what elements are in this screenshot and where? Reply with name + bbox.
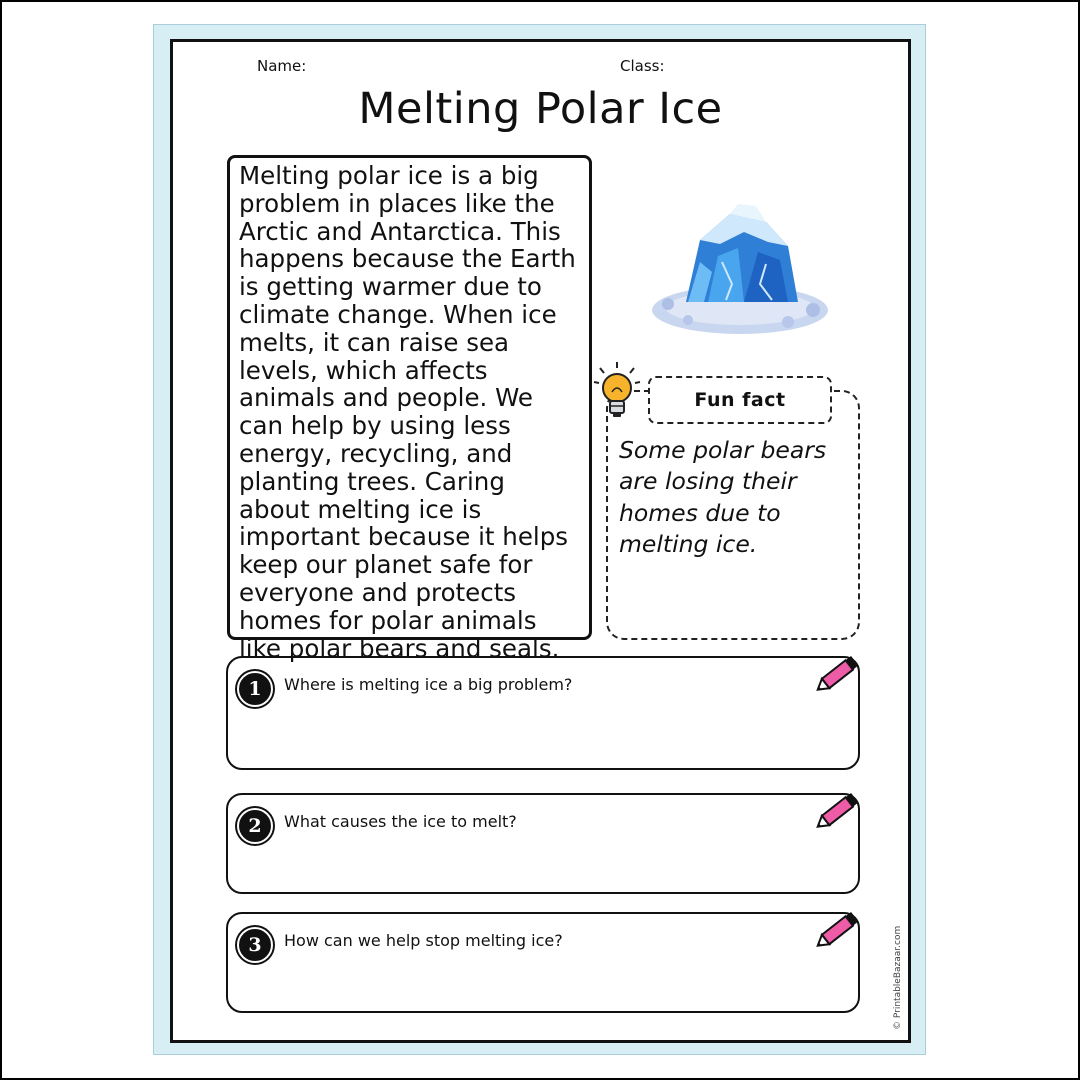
reading-passage: Melting polar ice is a big problem in places like the Arctic and Antarctica. This happens because the Earth is getting warmer due to climate change. When ice melts, it can raise sea levels, which affects animals and people. We can help by using less energy, recycling, and planting trees. Caring about melting ice is important because it helps keep our planet safe for everyone and protects homes for polar animals like polar bears and seals. [239, 161, 576, 663]
question-number-badge: 3 [237, 927, 273, 963]
question-text: Where is melting ice a big problem? [284, 675, 573, 694]
question-number-badge: 1 [237, 671, 273, 707]
question-text: What causes the ice to melt? [284, 812, 517, 831]
fun-fact-text: Some polar bears are losing their homes due to melting ice. [619, 436, 827, 558]
question-number-badge: 2 [237, 808, 273, 844]
name-label: Name: [257, 57, 307, 75]
lightbulb-icon [592, 360, 642, 422]
pencil-icon [814, 787, 864, 833]
question-3-answer-box[interactable] [226, 912, 860, 1013]
question-2-answer-box[interactable] [226, 793, 860, 894]
copyright-watermark: © PrintableBazaar.com [893, 925, 903, 1030]
pencil-icon [814, 650, 864, 696]
question-text: How can we help stop melting ice? [284, 931, 563, 950]
class-label: Class: [620, 57, 665, 75]
reading-passage-box [227, 155, 592, 663]
iceberg-icon [648, 192, 833, 337]
pencil-icon [814, 906, 864, 952]
fun-fact-heading: Fun fact [648, 376, 832, 424]
worksheet-title: Melting Polar Ice [358, 84, 723, 134]
question-1-answer-box[interactable] [226, 656, 860, 770]
